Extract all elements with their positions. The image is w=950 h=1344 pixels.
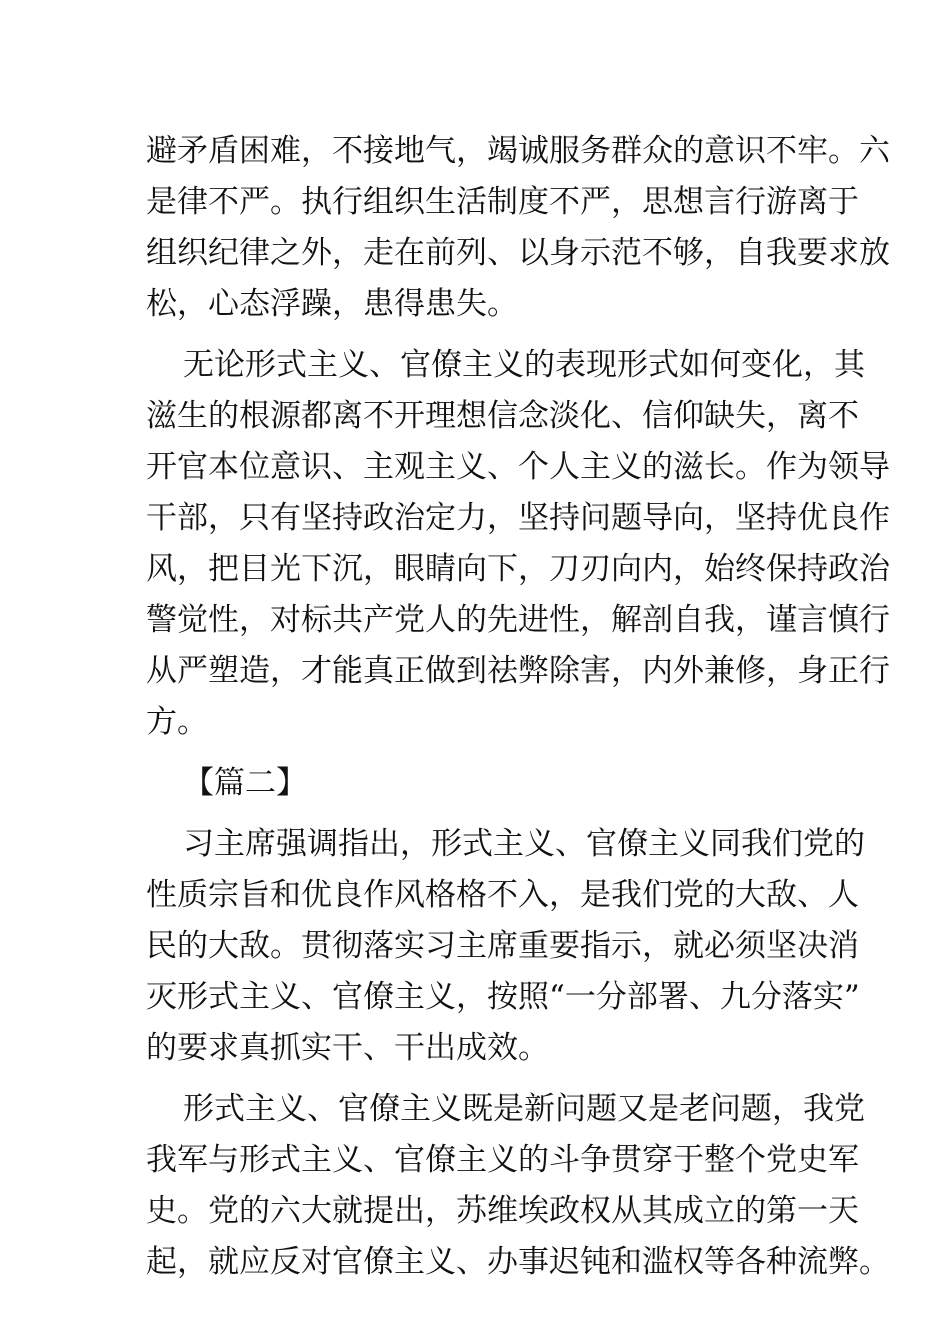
text-line: 松，心态浮躁，患得患失。 — [146, 286, 518, 322]
text-line: 是律不严。执行组织生活制度不严，思想言行游离于 — [146, 184, 859, 220]
paragraph-1 — [146, 126, 890, 330]
text-line: 的要求真抓实干、干出成效。 — [146, 1030, 549, 1066]
paragraph-2 — [146, 340, 890, 748]
paragraph-3 — [146, 819, 865, 1074]
text-line: 习主席强调指出，形式主义、官僚主义同我们党的 — [183, 826, 865, 862]
text-line: 避矛盾困难，不接地气，竭诚服务群众的意识不牢。六 — [146, 133, 890, 169]
text-line: 性质宗旨和优良作风格格不入，是我们党的大敌、人 — [146, 877, 859, 913]
text-line: 滋生的根源都离不开理想信念淡化、信仰缺失，离不 — [146, 398, 859, 434]
text-line: 民的大敌。贯彻落实习主席重要指示，就必须坚决消 — [146, 928, 859, 964]
section-heading — [146, 758, 808, 809]
text-line: 我军与形式主义、官僚主义的斗争贯穿于整个党史军 — [146, 1142, 859, 1178]
text-line: 方。 — [146, 704, 208, 740]
text-line: 从严塑造，才能真正做到祛弊除害，内外兼修，身正行 — [146, 653, 890, 689]
text-line: 开官本位意识、主观主义、个人主义的滋长。作为领导 — [146, 449, 890, 485]
text-line: 史。党的六大就提出，苏维埃政权从其成立的第一天 — [146, 1193, 859, 1229]
text-line: 无论形式主义、官僚主义的表现形式如何变化，其 — [183, 347, 865, 383]
text-line: 灭形式主义、官僚主义，按照“一分部署、九分落实” — [146, 979, 860, 1015]
text-line: 风，把目光下沉，眼睛向下，刀刃向内，始终保持政治 — [146, 551, 890, 587]
section-heading-text: 【篇二】 — [183, 765, 307, 801]
text-line: 形式主义、官僚主义既是新问题又是老问题，我党 — [183, 1091, 865, 1127]
text-line: 警觉性，对标共产党人的先进性，解剖自我，谨言慎行 — [146, 602, 890, 638]
paragraph-4 — [146, 1084, 890, 1288]
text-line: 干部，只有坚持政治定力，坚持问题导向，坚持优良作 — [146, 500, 890, 536]
text-line: 组织纪律之外，走在前列、以身示范不够，自我要求放 — [146, 235, 890, 271]
text-line: 起，就应反对官僚主义、办事迟钝和滥权等各种流弊。 — [146, 1244, 890, 1280]
document-body — [146, 126, 890, 1298]
